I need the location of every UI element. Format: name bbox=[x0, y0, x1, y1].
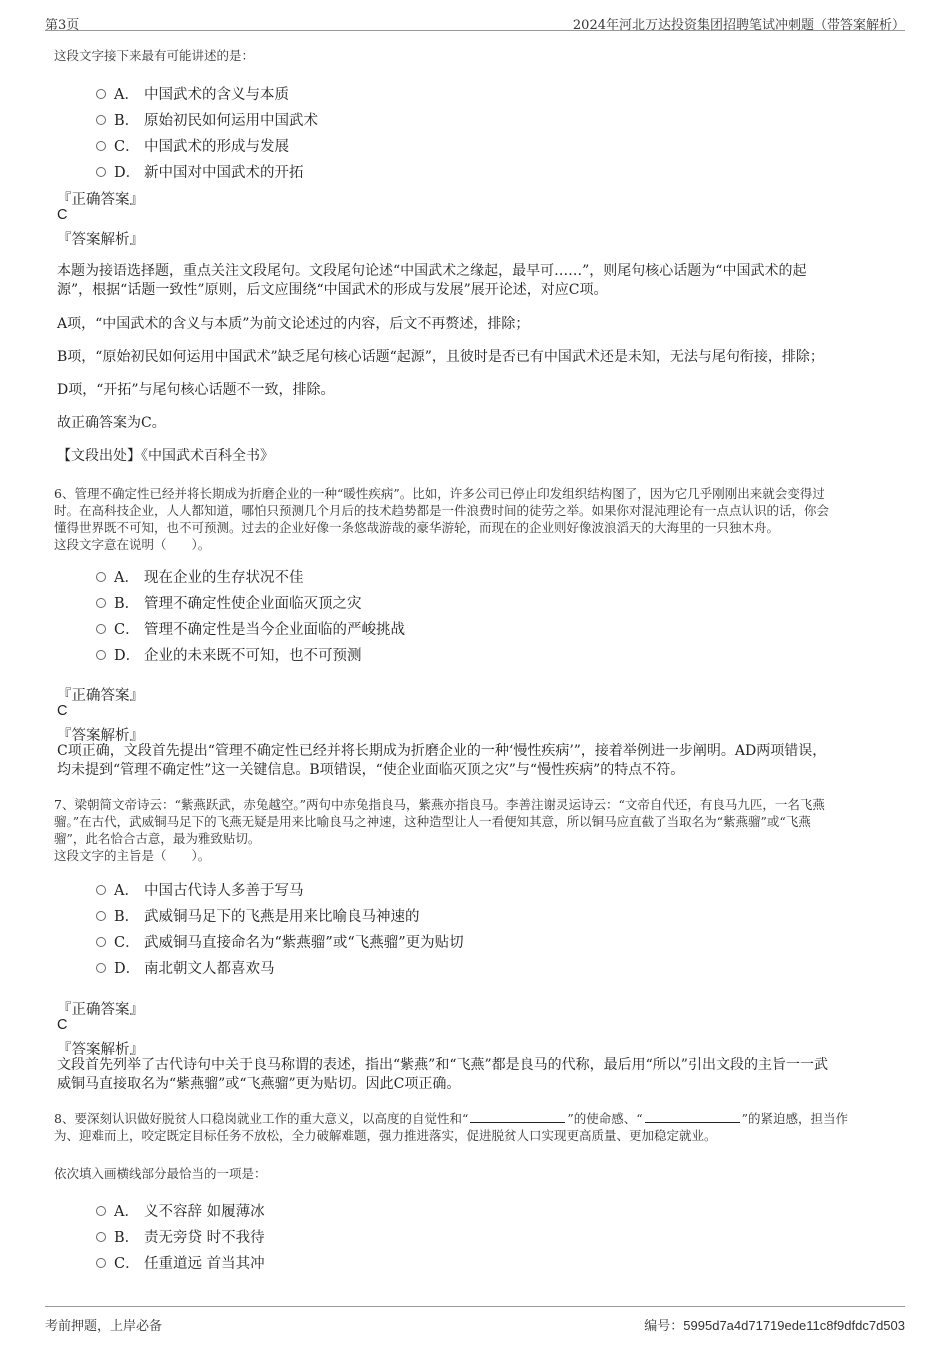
radio-icon[interactable] bbox=[96, 1258, 106, 1268]
q5-prompt: 这段文字接下来最有可能讲述的是： bbox=[54, 48, 255, 63]
q5-option-d[interactable]: D． 新中国对中国武术的开拓 bbox=[96, 161, 304, 182]
q7-answer: C bbox=[57, 1017, 68, 1033]
q8-option-a[interactable]: A． 义不容辞 如履薄冰 bbox=[96, 1200, 265, 1221]
radio-icon[interactable] bbox=[96, 89, 106, 99]
radio-icon[interactable] bbox=[96, 572, 106, 582]
q7-analysis-label: 『答案解析』 bbox=[57, 1042, 144, 1058]
radio-icon[interactable] bbox=[96, 167, 106, 177]
q7-option-a[interactable]: A． 中国古代诗人多善于写马 bbox=[96, 879, 304, 900]
q5-answer: C bbox=[57, 207, 68, 223]
q5-answer-label: 『正确答案』 bbox=[57, 192, 144, 208]
radio-icon[interactable] bbox=[96, 1206, 106, 1216]
q5-analysis-a: A项，“中国武术的含义与本质”为前文论述过的内容，后文不再赘述，排除； bbox=[57, 316, 530, 332]
q8-stem: 8、要深刻认识做好脱贫人口稳岗就业工作的重大意义，以高度的自觉性和“ ”的使命感、“ ”的紧迫感，担当作 为、迎难而上，咬定既定目标任务不放松，全力破解难题，强力推进落实，促进脱贫人口实现更高质量、更加稳定就业。 bbox=[54, 1111, 849, 1143]
radio-icon[interactable] bbox=[96, 115, 106, 125]
document-id: 编号：5995d7a4d71719ede11c8f9dfdc7d503 bbox=[644, 1318, 905, 1333]
page-number: 第3页 bbox=[45, 18, 80, 33]
radio-icon[interactable] bbox=[96, 963, 106, 973]
q6-analysis-label: 『答案解析』 bbox=[57, 728, 144, 744]
q8-prompt: 依次填入画横线部分最恰当的一项是： bbox=[54, 1166, 267, 1181]
q6-analysis: C项正确，文段首先提出“管理不确定性已经并将长期成为折磨企业的一种‘慢性疾病’”，接着举例进一步阐明。AD两项错误， 均未提到“管理不确定性”这一关键信息。B项错误，“使企业面临灭顶之灾”与“慢性疾病”的特点不符。 bbox=[57, 743, 827, 778]
q6-option-c[interactable]: C． 管理不确定性是当今企业面临的严峻挑战 bbox=[96, 618, 405, 639]
radio-icon[interactable] bbox=[96, 650, 106, 660]
radio-icon[interactable] bbox=[96, 624, 106, 634]
q6-option-d[interactable]: D． 企业的未来既不可知，也不可预测 bbox=[96, 644, 362, 665]
document-title: 2024年河北万达投资集团招聘笔试冲刺题（带答案解析） bbox=[572, 18, 905, 33]
radio-icon[interactable] bbox=[96, 598, 106, 608]
q6-answer: C bbox=[57, 703, 68, 719]
q7-option-b[interactable]: B． 武威铜马足下的飞燕是用来比喻良马神速的 bbox=[96, 905, 420, 926]
q6-option-b[interactable]: B． 管理不确定性使企业面临灭顶之灾 bbox=[96, 592, 362, 613]
q5-option-c[interactable]: C． 中国武术的形成与发展 bbox=[96, 135, 289, 156]
q5-source: 【文段出处】《中国武术百科全书》 bbox=[57, 448, 274, 464]
radio-icon[interactable] bbox=[96, 1232, 106, 1242]
q7-stem: 7、梁朝简文帝诗云：“紫燕跃武，赤兔越空。”两句中赤兔指良马，紫燕亦指良马。李善注谢灵运诗云：“文帝自代还，有良马九匹，一名飞燕 骝。”在古代，武威铜马足下的飞燕无疑是用来比喻良马之神速，这种造型让人一看便知其意，所以铜马应直截了当取名为“紫燕骝”或“飞燕 骝”，此名恰合古意，最为雅致贴切。 这段文字的主旨是（ ）。 bbox=[54, 796, 899, 864]
radio-icon[interactable] bbox=[96, 937, 106, 947]
radio-icon[interactable] bbox=[96, 141, 106, 151]
q6-prompt: 这段文字意在说明（ ）。 bbox=[54, 537, 211, 552]
q8-option-c[interactable]: C． 任重道远 首当其冲 bbox=[96, 1252, 265, 1273]
q6-stem: 6、管理不确定性已经并将长期成为折磨企业的一种“暖性疾病”。比如，许多公司已停止印发组织结构图了，因为它几乎刚刚出来就会变得过 时。在高科技企业，人人都知道，哪怕只预测几个月后的技术趋势都是一件浪费时间的徒劳之举。如果你对混沌理论有一点点认识的话，你会 懂得世界既不可知，也不可预测。过去的企业好像一条悠哉游哉的豪华游轮，而现在的企业则好像波浪滔天的大海里的一只独木舟。 这段文字意在说明（ ）。 bbox=[54, 485, 899, 553]
q8-option-b[interactable]: B． 责无旁贷 时不我待 bbox=[96, 1226, 265, 1247]
q7-analysis: 文段首先列举了古代诗句中关于良马称谓的表述，指出“紫燕”和“飞燕”都是良马的代称，最后用“所以”引出文段的主旨一一武 威铜马直接取名为“紫燕骝”或“飞燕骝”更为贴切。因此C项正确。 bbox=[57, 1057, 828, 1092]
q7-answer-label: 『正确答案』 bbox=[57, 1002, 144, 1018]
radio-icon[interactable] bbox=[96, 885, 106, 895]
q5-option-a[interactable]: A． 中国武术的含义与本质 bbox=[96, 83, 289, 104]
page-header bbox=[45, 8, 905, 31]
q6-option-a[interactable]: A． 现在企业的生存状况不佳 bbox=[96, 566, 304, 587]
q5-analysis-label: 『答案解析』 bbox=[57, 232, 144, 248]
fill-blank-2[interactable] bbox=[645, 1110, 740, 1123]
q6-answer-label: 『正确答案』 bbox=[57, 688, 144, 704]
q7-option-d[interactable]: D． 南北朝文人都喜欢马 bbox=[96, 957, 275, 978]
footer-slogan: 考前押题，上岸必备 bbox=[45, 1319, 163, 1334]
q7-prompt: 这段文字的主旨是（ ）。 bbox=[54, 848, 211, 863]
q7-option-c[interactable]: C． 武威铜马直接命名为“紫燕骝”或“飞燕骝”更为贴切 bbox=[96, 931, 464, 952]
q5-analysis-b: B项，“原始初民如何运用中国武术”缺乏尾句核心话题“起源”，且彼时是否已有中国武术还是未知，无法与尾句衔接，排除； bbox=[57, 349, 824, 365]
fill-blank-1[interactable] bbox=[470, 1110, 565, 1123]
q5-analysis-paragraph: 本题为接语选择题，重点关注文段尾句。文段尾句论述“中国武术之缘起，最早可……”，则尾句核心话题为“中国武术的起 源”，根据“话题一致性”原则，后文应围绕“中国武术的形成与发展”展开论述，对应C项。 bbox=[57, 263, 807, 298]
q5-conclusion: 故正确答案为C。 bbox=[57, 415, 166, 431]
page-footer bbox=[45, 1306, 905, 1337]
q5-option-b[interactable]: B． 原始初民如何运用中国武术 bbox=[96, 109, 318, 130]
q5-analysis-d: D项，“开拓”与尾句核心话题不一致，排除。 bbox=[57, 382, 335, 398]
radio-icon[interactable] bbox=[96, 911, 106, 921]
